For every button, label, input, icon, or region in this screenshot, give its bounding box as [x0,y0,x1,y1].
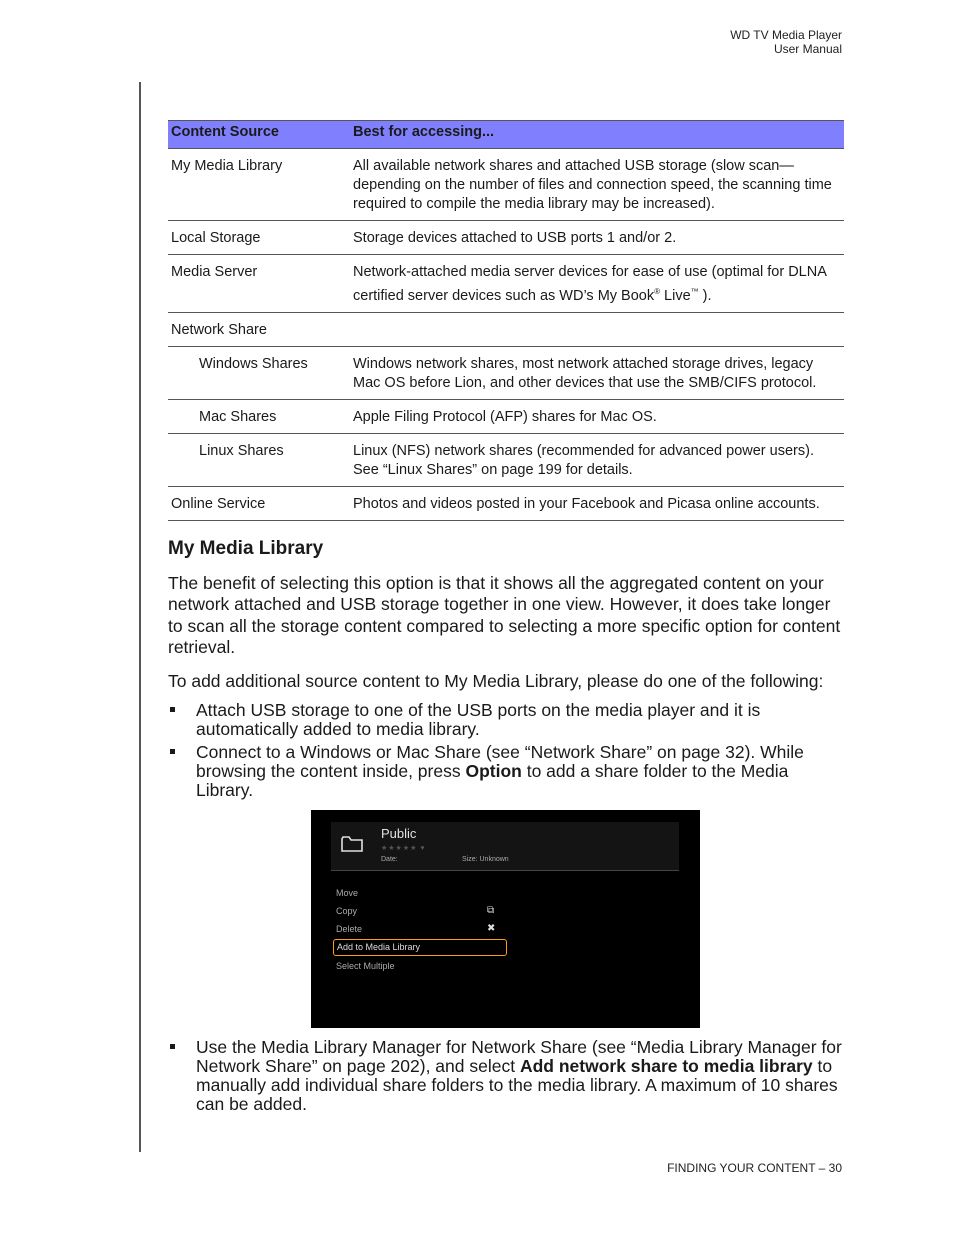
row-desc: Windows network shares, most network attached storage drives, legacy Mac OS before Lion, and other devices that use the SMB/CIFS protocol. [350,346,844,399]
row-source: Network Share [168,312,350,346]
desc-text: Live [660,287,691,304]
bullet-list [168,701,844,800]
menu-item-label: Delete [336,924,363,935]
options-menu-screenshot [311,810,700,1028]
menu-item-label: Select Multiple [336,961,395,972]
header-content-source: Content Source [168,121,350,149]
section-title: My Media Library [168,537,324,559]
row-desc: Photos and videos posted in your Facebook and Picasa online accounts. [350,486,844,520]
options-menu [333,884,507,975]
registered-mark: ® [654,287,661,296]
desc-text: Network-attached media server devices for ease of use (optimal for DLNA certified server devices such as WD’s My Book [353,264,827,304]
row-desc: All available network shares and attached USB storage (slow scan— depending on the number of files and connection speed, the scanning time required to compile the media library may be increased). [350,149,844,221]
menu-item-move[interactable] [333,884,505,902]
bullet-text: to manually add individual share folders to the media library. A maximum of 10 shares can be added. [196,1056,838,1115]
row-source: Windows Shares [168,346,350,399]
page-footer: FINDING YOUR CONTENT – 30 [667,1161,842,1175]
rating-stars: ★★★★★ ♥ [381,845,426,853]
menu-item-select-multiple[interactable] [333,957,505,975]
row-desc: Linux (NFS) network shares (recommended for advanced power users). See “Linux Shares” on page 199 for details. [350,433,844,486]
menu-item-delete[interactable] [333,920,505,938]
table-row [168,346,844,399]
list-item [168,1038,844,1114]
page-header [730,28,842,56]
table-row [168,433,844,486]
margin-rule [139,82,141,1152]
bullet-text: Use the Media Library Manager for Network Share (see “Media Library Manager for Network Share” on page 202), and select [196,1037,842,1077]
row-desc [350,255,844,313]
row-desc: Apple Filing Protocol (AFP) shares for Mac OS. [350,399,844,433]
list-item [168,701,844,739]
folder-info-panel [331,822,679,870]
row-source: Online Service [168,486,350,520]
bullet-icon [170,749,175,754]
bullet-bold: Option [465,761,522,782]
desc-text: ). [698,287,712,304]
trademark-mark: ™ [690,287,699,296]
delete-icon: ✖ [487,923,496,935]
header-doc-type: User Manual [773,42,842,56]
table-row [168,399,844,433]
bullet-icon [170,707,175,712]
folder-icon [341,836,363,852]
menu-item-copy[interactable] [333,902,505,920]
paragraph: To add additional source content to My Media Library, please do one of the following: [168,670,824,691]
table-row [168,255,844,313]
divider [331,870,679,871]
row-source: Local Storage [168,221,350,255]
header-best-for: Best for accessing... [350,121,844,149]
row-source: Linux Shares [168,433,350,486]
list-item [168,743,844,800]
row-desc [350,312,844,346]
menu-item-label: Move [336,888,359,899]
folder-title: Public [381,826,417,842]
copy-icon: ⧉ [487,905,495,917]
header-product: WD TV Media Player [730,28,842,42]
menu-item-add-to-media-library[interactable] [333,939,507,956]
date-label: Date: [381,856,398,864]
menu-item-label: Copy [336,906,358,917]
bullet-list [168,1038,844,1114]
row-source: Mac Shares [168,399,350,433]
table-row [168,221,844,255]
row-source: Media Server [168,255,350,313]
content-source-table [168,120,844,521]
bullet-bold: Add network share to media library [519,1056,813,1077]
table-row [168,149,844,221]
bullet-text: Connect to a Windows or Mac Share (see “Network Share” on page 32). While browsing the content inside, press [196,742,804,782]
row-desc: Storage devices attached to USB ports 1 and/or 2. [350,221,844,255]
row-source: My Media Library [168,149,350,221]
menu-item-label: Add to Media Library [337,942,421,953]
size-label: Size: Unknown [462,856,509,864]
table-header-row [168,121,844,149]
paragraph: The benefit of selecting this option is that it shows all the aggregated content on your network attached and USB storage together in one view. However, it does take longer to scan all the storage content compared to selecting a more specific option for content retrieval. [168,572,841,658]
bullet-text: to add a share folder to the Media Library. [196,761,789,801]
bullet-text: Attach USB storage to one of the USB ports on the media player and it is automatically added to media library. [196,700,761,740]
table-row [168,486,844,520]
bullet-icon [170,1044,175,1049]
table-row [168,312,844,346]
page-content [168,120,844,1118]
